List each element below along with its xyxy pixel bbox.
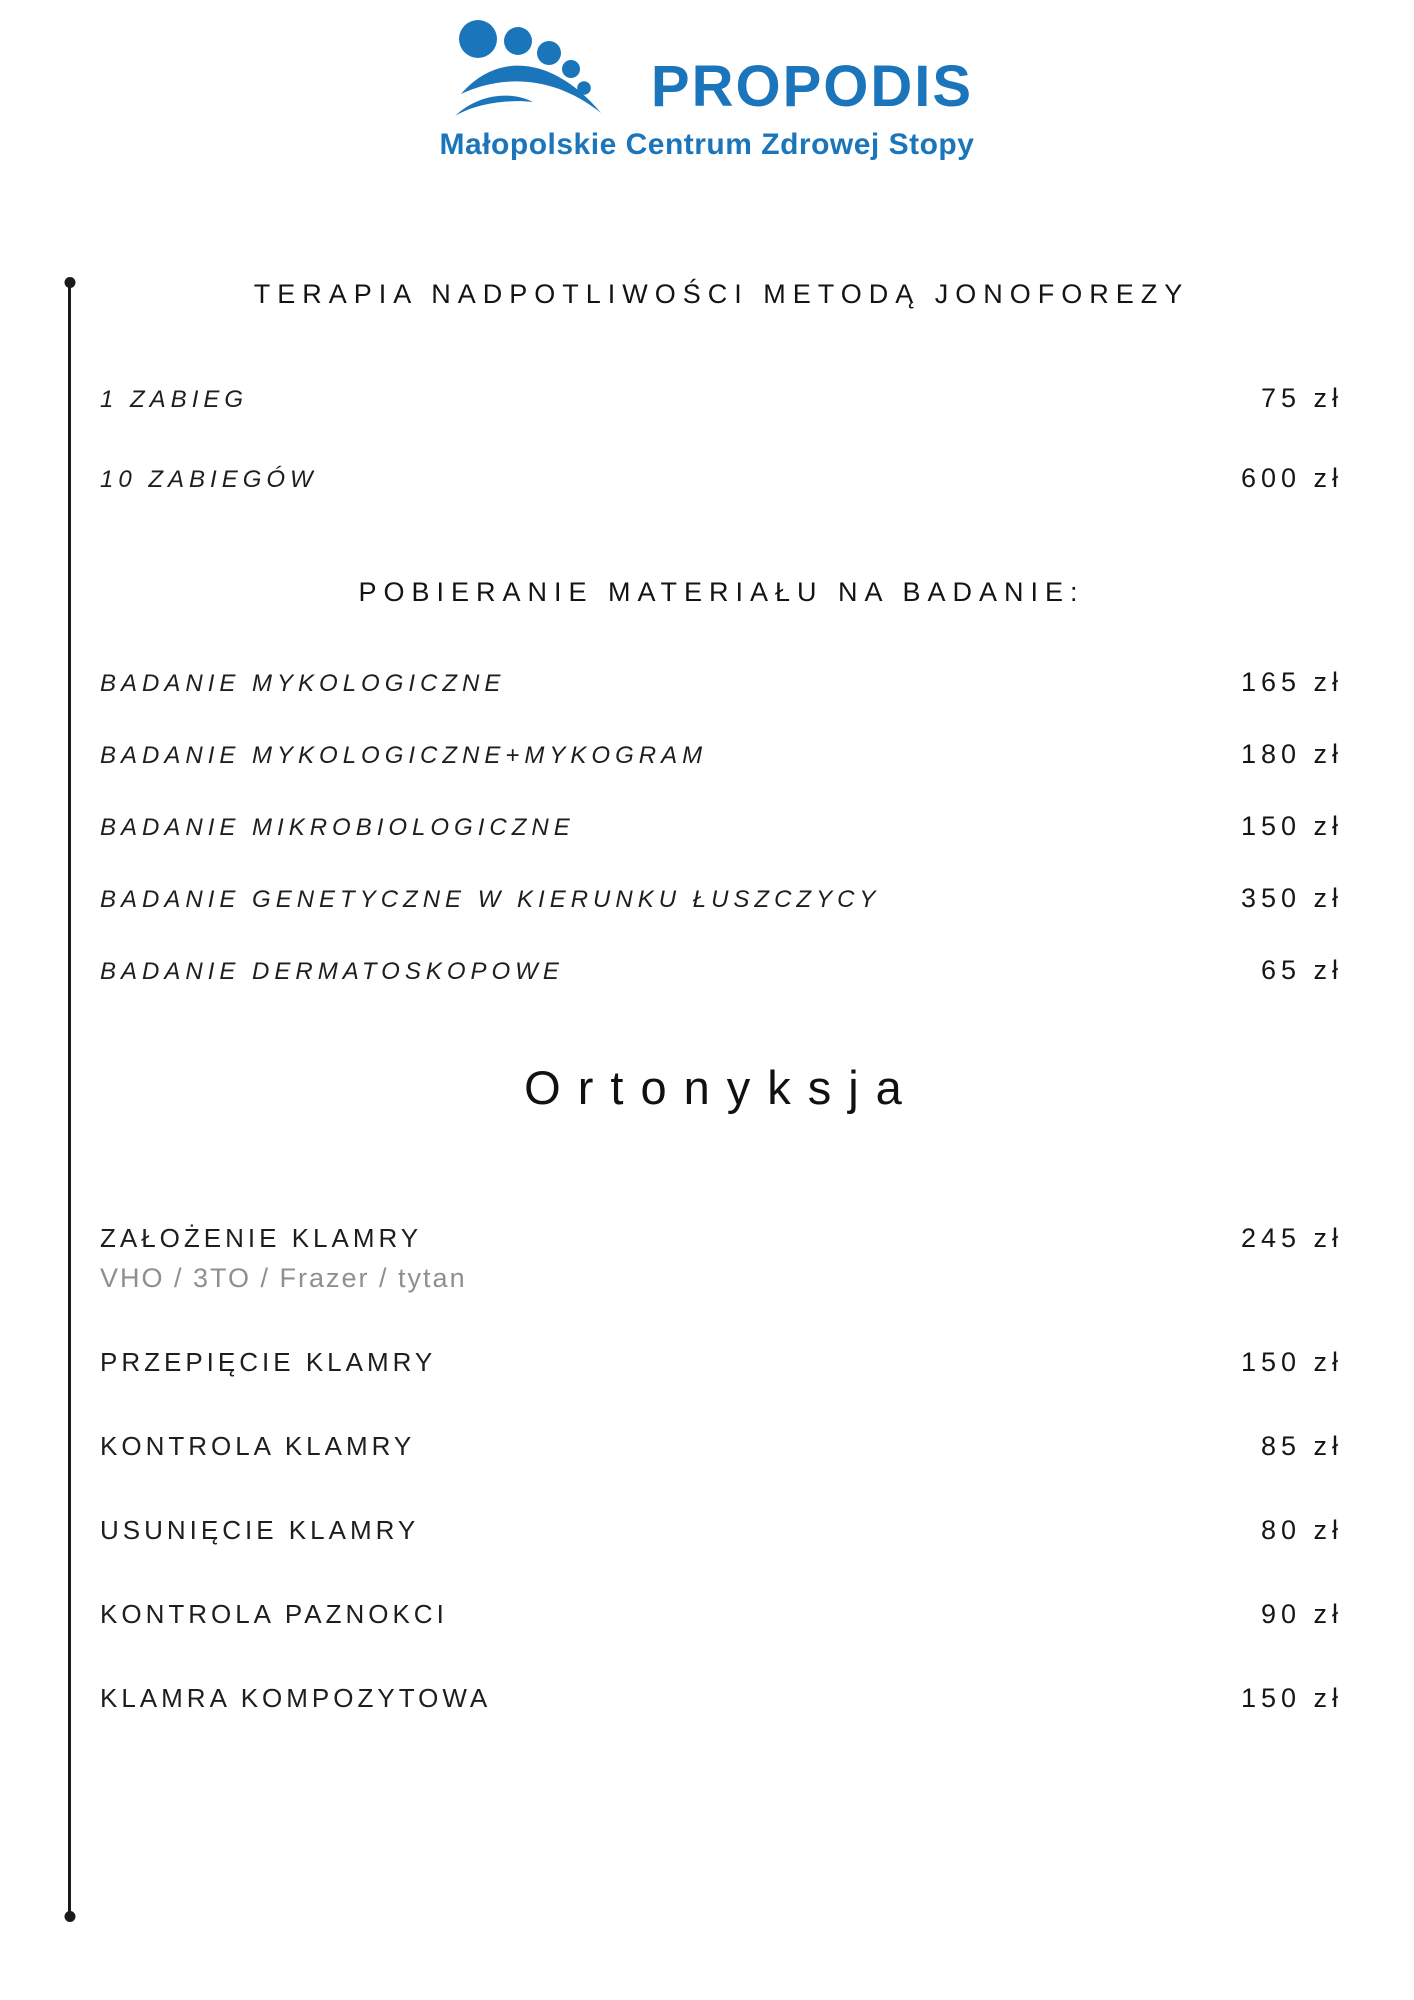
service-label-wrap [100, 1514, 419, 1546]
service-variants: VHO / 3TO / Frazer / tytan [100, 1263, 467, 1293]
section-ortonyksja [100, 1062, 1343, 1766]
service-price: 150 zł [1240, 1347, 1343, 1377]
service-price: 245 zł [1240, 1223, 1343, 1253]
service-price: 65 zł [1260, 955, 1343, 985]
section-heading: POBIERANIE MATERIAŁU NA BADANIE: [358, 577, 1085, 607]
service-label-wrap [100, 465, 318, 495]
service-name: BADANIE MYKOLOGICZNE [100, 670, 506, 697]
price-row [100, 1514, 1343, 1546]
service-name: BADANIE GENETYCZNE W KIERUNKU ŁUSZCZYCY [100, 886, 881, 913]
price-row [100, 810, 1343, 843]
service-label-wrap [100, 385, 248, 415]
logo-block [0, 12, 1414, 162]
service-label-wrap [100, 741, 707, 771]
brand-tagline: Małopolskie Centrum Zdrowej Stopy [439, 128, 975, 161]
price-rows [100, 382, 1343, 495]
price-row [100, 954, 1343, 987]
service-label-wrap [100, 1682, 491, 1714]
service-name: 10 ZABIEGÓW [100, 466, 318, 493]
service-label-wrap [100, 1430, 415, 1462]
price-row [100, 1598, 1343, 1630]
section-heading: Ortonyksja [524, 1061, 919, 1114]
section-badania [100, 576, 1343, 1026]
service-name: 1 ZABIEG [100, 386, 249, 413]
price-row [100, 738, 1343, 771]
service-label-wrap [100, 669, 505, 699]
service-name: USUNIĘCIE KLAMRY [100, 1515, 420, 1545]
service-price: 150 zł [1240, 1683, 1343, 1713]
service-name: KONTROLA KLAMRY [100, 1431, 416, 1461]
service-label-wrap [100, 1598, 448, 1630]
price-row [100, 1430, 1343, 1462]
service-price: 165 zł [1240, 667, 1343, 697]
price-row [100, 1682, 1343, 1714]
service-name: BADANIE MIKROBIOLOGICZNE [100, 814, 575, 841]
service-price: 350 zł [1240, 883, 1343, 913]
logo-row [451, 12, 973, 118]
section-heading: TERAPIA NADPOTLIWOŚCI METODĄ JONOFOREZY [253, 279, 1190, 309]
service-name: PRZEPIĘCIE KLAMRY [100, 1347, 437, 1377]
price-rows [100, 1222, 1343, 1714]
brand-name: PROPODIS [650, 54, 974, 119]
service-price: 75 zł [1260, 383, 1343, 413]
service-price: 180 zł [1240, 739, 1343, 769]
service-price: 90 zł [1260, 1599, 1343, 1629]
service-label-wrap [100, 885, 880, 915]
price-row [100, 666, 1343, 699]
service-name: BADANIE MYKOLOGICZNE+MYKOGRAM [100, 742, 708, 769]
price-row [100, 1222, 1343, 1294]
price-row [100, 382, 1343, 415]
price-rows [100, 666, 1343, 987]
service-name: ZAŁOŻENIE KLAMRY [100, 1223, 423, 1253]
service-name: KONTROLA PAZNOKCI [100, 1599, 448, 1629]
service-label-wrap [100, 1222, 467, 1294]
service-name: BADANIE DERMATOSKOPOWE [100, 958, 564, 985]
service-label-wrap [100, 1346, 436, 1378]
price-row [100, 462, 1343, 495]
service-price: 85 zł [1260, 1431, 1343, 1461]
service-price: 80 zł [1260, 1515, 1343, 1545]
section-jonoforeza [100, 278, 1343, 542]
left-accent-line [68, 282, 71, 1917]
price-row [100, 1346, 1343, 1378]
service-price: 150 zł [1240, 811, 1343, 841]
service-label-wrap [100, 813, 575, 843]
price-row [100, 882, 1343, 915]
service-price: 600 zł [1240, 463, 1343, 493]
service-label-wrap [100, 957, 564, 987]
service-name: KLAMRA KOMPOZYTOWA [100, 1683, 492, 1713]
foot-arch-toes-icon [451, 12, 629, 118]
